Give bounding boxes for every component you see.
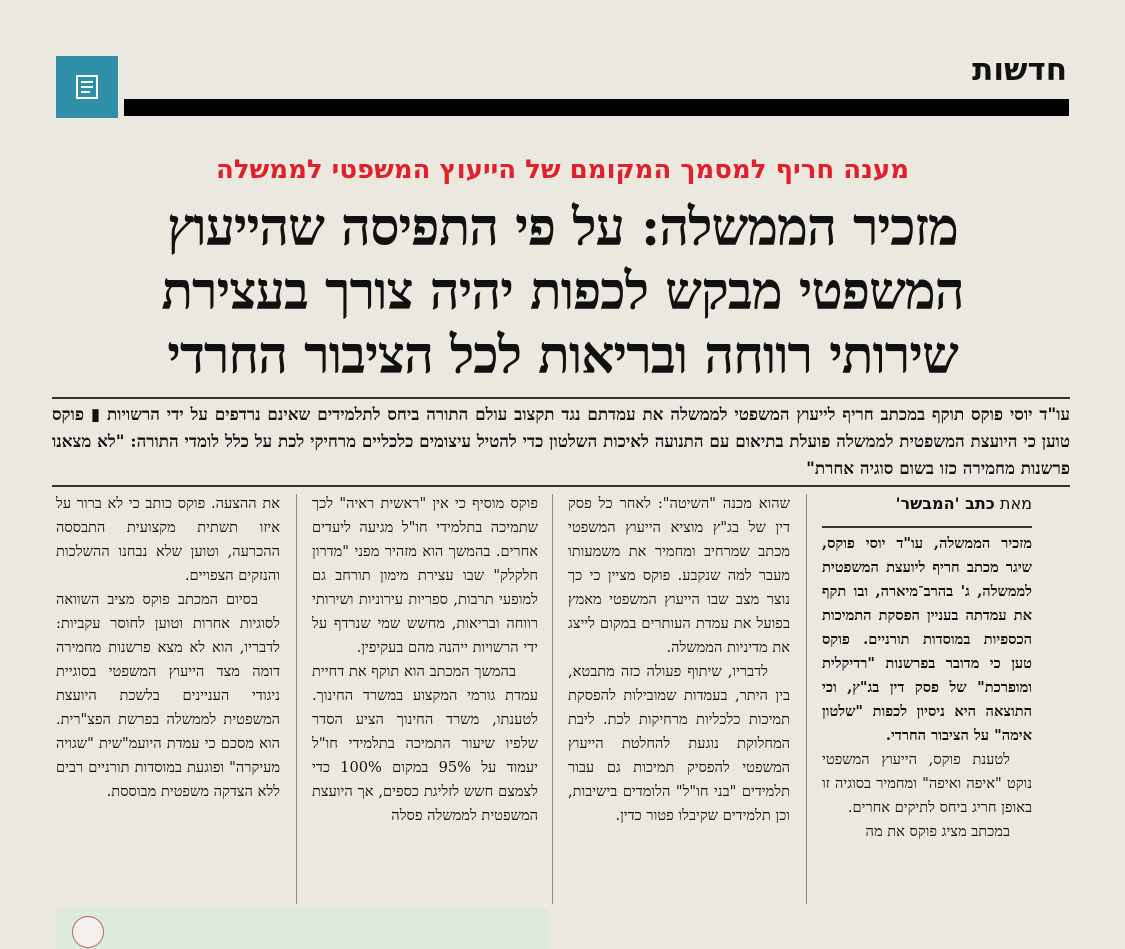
- advertisement-box: [56, 909, 548, 949]
- paragraph: מזכיר הממשלה, עו"ד יוסי פוקס, שיגר מכתב חריף ליועצת המשפטית לממשלה, ג' בהרב־מיארה, ובו תקף את עמדתה בעניין הפסקת התמיכות הכספיות במוסדות תורניים. פוקס טען כי מדובר בפרשנות "רדיקלית ומופרכת" של פסק דין בג"ץ, וכי התוצאה היא ניסיון לכפות "שלטון אימה" על הציבור החרדי.: [822, 535, 1032, 744]
- paragraph: לדבריו, שיתוף פעולה כזה מתבטא, בין היתר, בעמדות שמובילות להפסקת תמיכות כלכליות מרחיקות לכת. ליבת המחלוקת נוגעת להחלטת הייעוץ המשפטי להפסיק תמיכות גם עבור תלמידים "בני חו"ל" הלומדים בישיבות, וכן תלמידים שקיבלו פטור כדין.: [568, 663, 790, 824]
- byline-rule: [822, 526, 1032, 528]
- column-divider: [552, 494, 553, 904]
- paragraph: בסיום המכתב פוקס מציב השוואה לסוגיות אחרות וטוען לחוסר עקביות: לדבריו, הוא לא מצא פרשנות מחמירה דומה מצד הייעוץ המשפטי בסוגיית ניגודי העניינים בלשכת היועצת המשפטית לממשלה בפרשת הפצ"רית. הוא מסכם כי עמדת היועמ"שית "שגויה מעיקרה" ופוגעת במוסדות תורניים רבים ללא הצדקה משפטית מבוססת.: [56, 591, 280, 800]
- paragraph: פוקס מוסיף כי אין "ראשית ראיה" לכך שתמיכה בתלמידי חו"ל מגיעה ליעדים אחרים. בהמשך הוא מזהיר מפני "מדרון חלקלק" שבו עצירת מימון תורחב גם למופעי תרבות, ספריות עירוניות ושירותי רווחה ובריאות, מחשש שמי שנרדף על ידי הרשויות ייהנה מהם בעקיפין.: [312, 495, 538, 656]
- newspaper-icon: [56, 56, 118, 118]
- section-label: חדשות: [972, 52, 1067, 88]
- paragraph: במכתב מציג פוקס את מה: [865, 823, 1010, 840]
- byline-prefix: מאת: [999, 494, 1032, 513]
- article-deck: [52, 401, 1070, 482]
- deck-part-2: פוקס טוען כי היועצת המשפטית לממשלה פועלת בתיאום עם התנועה לאיכות השלטון כדי להטיל עיצומים כלכליים מרחיקי לכת על כלל לומדי התורה: "לא מצאנו פרשנות מחמירה כזו בשום סוגיה אחרת": [52, 404, 1070, 478]
- body-column-1: [822, 532, 1032, 844]
- paragraph: בהמשך המכתב הוא תוקף את דחיית עמדת גורמי המקצוע במשרד החינוך. לטענתו, משרד החינוך הציע הסדר שלפיו שיעור התמיכה בתלמידי חו"ל יעמוד על 95% במקום 100% כדי לצמצם חשש לזליגת כספים, אך היועצת המשפטית לממשלה פסלה: [312, 663, 538, 824]
- paragraph: את ההצעה. פוקס כותב כי לא ברור על איזו תשתית מקצועית התבססה ההכרעה, וטוען שלא נבחנו ההשלכות והנזקים הצפויים.: [56, 495, 280, 584]
- body-column-3: [312, 492, 538, 828]
- section-divider: [124, 99, 1069, 116]
- body-column-4: [56, 492, 280, 804]
- advertisement-logo-icon: [72, 916, 104, 948]
- column-divider: [806, 494, 807, 904]
- deck-top-rule: [52, 397, 1070, 399]
- byline-name: כתב 'המבשר': [895, 494, 995, 513]
- paragraph: שהוא מכנה "השיטה": לאחר כל פסק דין של בג"ץ מוציא הייעוץ המשפטי מכתב שמרחיב ומחמיר את משמעותו מעבר למה שנקבע. פוקס מציין כי כך נוצר מצב שבו הייעוץ המשפטי מאמץ בפועל את עמדת העותרים במקום לייצג את מדיניות הממשלה.: [568, 495, 790, 656]
- column-divider: [296, 494, 297, 904]
- deck-part-1: עו"ד יוסי פוקס תוקף במכתב חריף לייעוץ המשפטי לממשלה את עמדתם נגד תקצוב עולם התורה ביחס לתלמידים שאינם נרדפים על ידי הרשויות: [106, 404, 1070, 424]
- body-column-2: [568, 492, 790, 828]
- article-kicker: מענה חריף למסמך המקומם של הייעוץ המשפטי לממשלה: [215, 155, 910, 185]
- byline: [822, 494, 1032, 513]
- paragraph: לטענת פוקס, הייעוץ המשפטי נוקט "איפה ואיפה" ומחמיר בסוגיה זו באופן חריג ביחס לתיקים אחרים.: [822, 751, 1032, 816]
- deck-bottom-rule: [52, 485, 1070, 487]
- deck-separator-icon: ▮: [83, 404, 101, 424]
- article-headline: מזכיר הממשלה: על פי התפיסה שהייעוץ המשפטי מבקש לכפות יהיה צורך בעצירת שירותי רווחה ובריאות לכל הציבור החרדי: [161, 197, 964, 386]
